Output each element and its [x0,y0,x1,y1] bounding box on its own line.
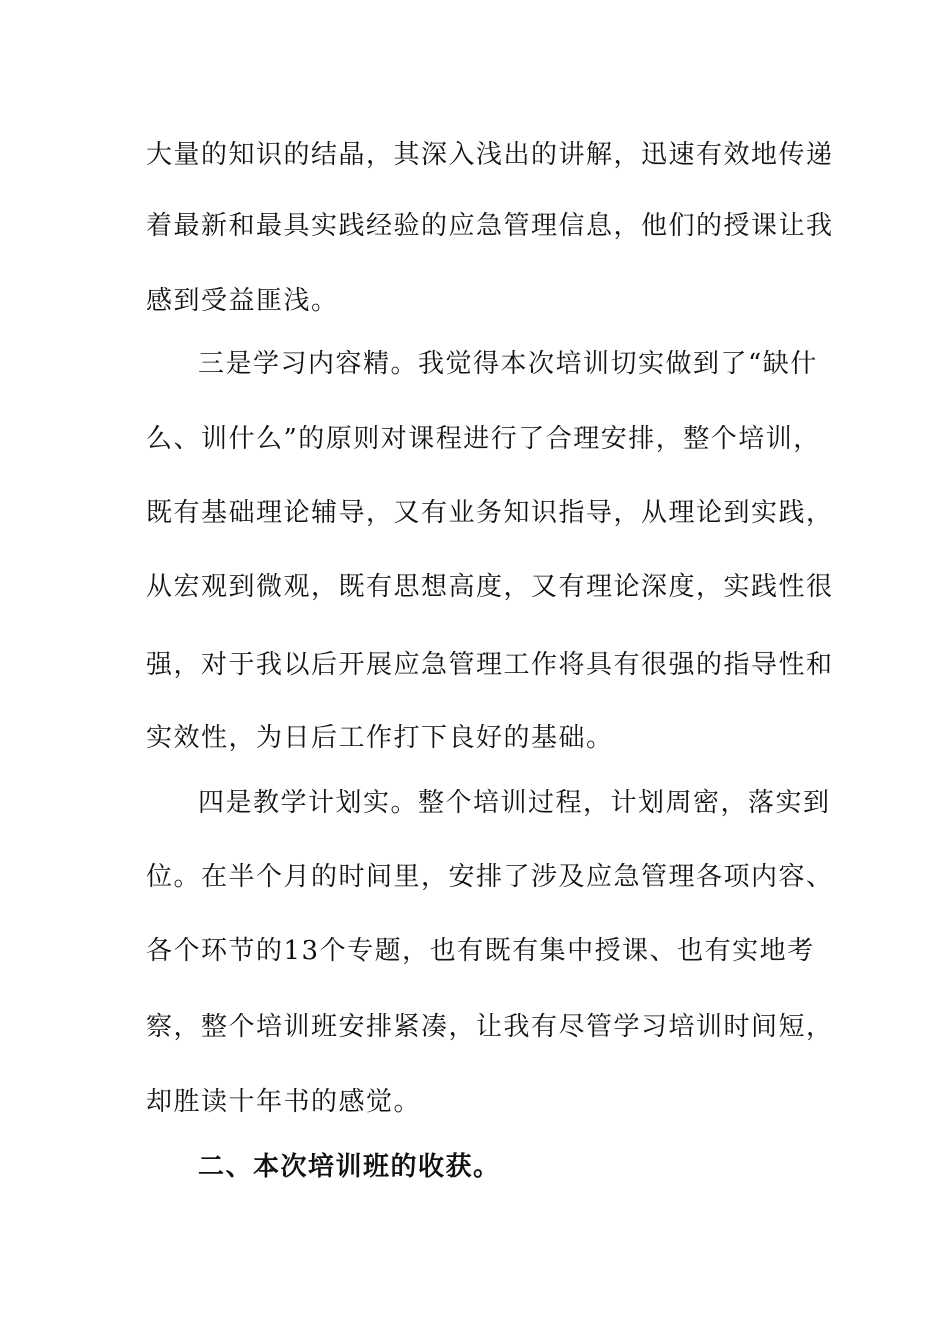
text-line: 察，整个培训班安排紧凑，让我有尽管学习培训时间短， [146,1012,834,1042]
paragraph-start-line: 四是教学计划实。整个培训过程，计划周密，落实到 [198,788,831,818]
text-line: 各个环节的13个专题，也有既有集中授课、也有实地考 [146,936,815,966]
paragraph-start-line: 三是学习内容精。我觉得本次培训切实做到了“缺什 [198,349,818,379]
text-line: 既有基础理论辅导，又有业务知识指导，从理论到实践， [146,498,834,528]
text-line: 却胜读十年书的感觉。 [146,1087,422,1117]
section-heading: 二、本次培训班的收获。 [198,1152,501,1182]
text-line: 么、训什么”的原则对课程进行了合理安排，整个培训， [146,424,821,454]
text-line: 感到受益匪浅。 [146,286,339,316]
text-line: 着最新和最具实践经验的应急管理信息，他们的授课让我 [146,211,834,241]
text-line: 实效性，为日后工作打下良好的基础。 [146,723,614,753]
text-line: 从宏观到微观，既有思想高度，又有理论深度，实践性很 [146,572,834,602]
text-line: 强，对于我以后开展应急管理工作将具有很强的指导性和 [146,650,834,680]
text-line: 位。在半个月的时间里，安排了涉及应急管理各项内容、 [146,862,834,892]
text-line: 大量的知识的结晶，其深入浅出的讲解，迅速有效地传递 [146,140,834,170]
